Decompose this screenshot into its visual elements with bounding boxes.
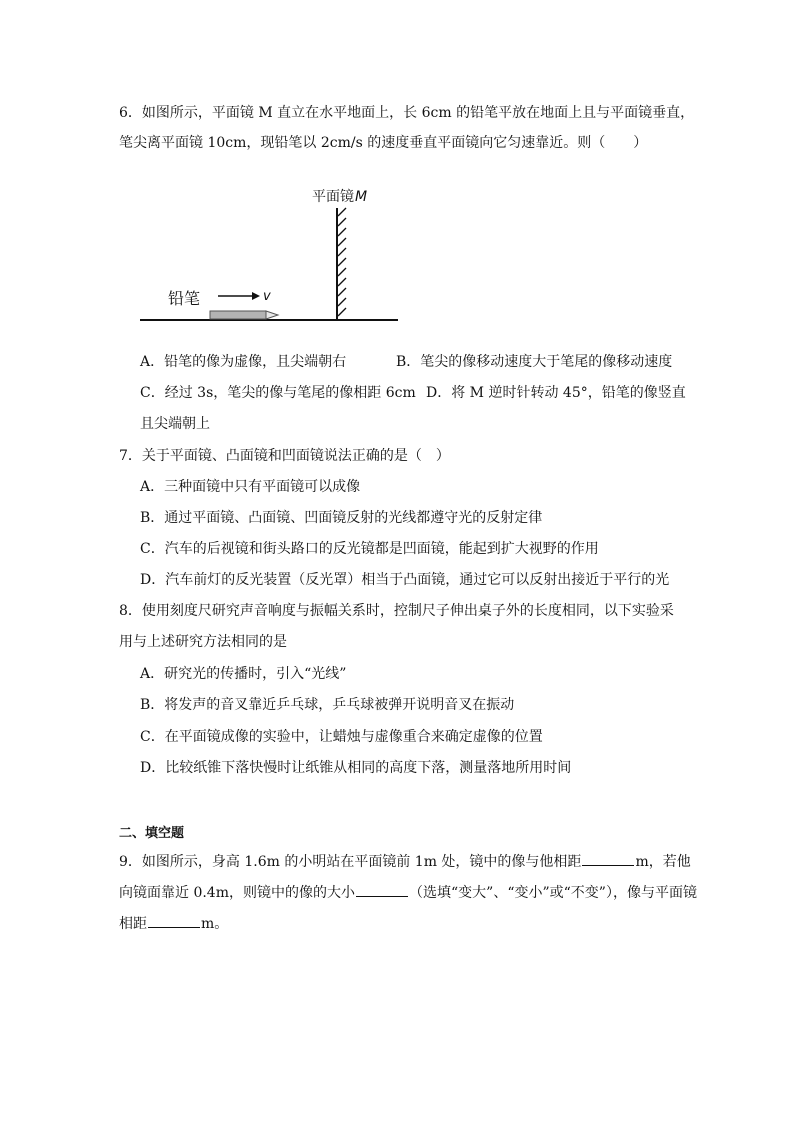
q8-option-d: D．比较纸锥下落快慢时让纸锥从相同的高度下落，测量落地所用时间 — [140, 760, 572, 776]
q8-option-c: C．在平面镜成像的实验中，让蜡烛与虚像重合来确定虚像的位置 — [140, 729, 543, 745]
q9-blank-1[interactable] — [582, 851, 634, 866]
q7-option-c: C．汽车的后视镜和街头路口的反光镜都是凹面镜，能起到扩大视野的作用 — [140, 541, 599, 557]
mirror-hatching — [338, 208, 346, 316]
q8-stem-line1: 8．使用刻度尺研究声音响度与振幅关系时，控制尺子伸出桌子外的长度相同，以下实验采 — [119, 603, 674, 619]
mirror-symbol: M — [355, 189, 368, 205]
q9-line3 — [119, 913, 228, 934]
q9-line2-text-a: 向镜面靠近 0.4m，则镜中的像的大小 — [119, 885, 355, 901]
q9-line1-text-a: 9．如图所示，身高 1.6m 的小明站在平面镜前 1m 处，镜中的像与他相距 — [119, 854, 582, 870]
q9-blank-3[interactable] — [148, 913, 200, 928]
pencil-body — [210, 311, 266, 319]
q9-line3-text-b: m。 — [201, 916, 229, 932]
q6-option-a: A．铅笔的像为虚像，且尖端朝右 — [140, 354, 347, 370]
q9-line2 — [119, 882, 697, 903]
q7-option-d: D．汽车前灯的反光装置（反光罩）相当于凸面镜，通过它可以反射出接近于平行的光 — [140, 572, 670, 588]
q7-option-b: B．通过平面镜、凸面镜、凹面镜反射的光线都遵守光的反射定律 — [140, 510, 543, 526]
q6-option-d-line1: D．将 M 逆时针转动 45°，铅笔的像竖直 — [426, 385, 686, 401]
q9-line1 — [119, 851, 691, 872]
q9-line1-text-b: m，若他 — [635, 854, 691, 870]
q9-line2-text-b: （选填“变大”、“变小”或“不变”），像与平面镜 — [409, 885, 697, 901]
velocity-symbol: v — [263, 289, 271, 304]
q7-stem: 7．关于平面镜、凸面镜和凹面镜说法正确的是（ ） — [119, 448, 450, 464]
q6-stem-line2: 笔尖离平面镜 10cm，现铅笔以 2cm/s 的速度垂直平面镜向它匀速靠近。则（ ） — [119, 135, 648, 151]
q8-option-a: A．研究光的传播时，引入“光线” — [140, 666, 347, 682]
q6-option-c: C．经过 3s，笔尖的像与笔尾的像相距 6cm — [140, 385, 416, 401]
q6-figure — [140, 180, 410, 328]
section-title: 二、填空题 — [119, 826, 185, 841]
q7-option-a: A．三种面镜中只有平面镜可以成像 — [140, 479, 361, 495]
velocity-arrowhead — [252, 292, 260, 300]
q6-option-d-line2: 且尖端朝上 — [140, 416, 210, 432]
q6-option-b: B．笔尖的像移动速度大于笔尾的像移动速度 — [396, 354, 673, 370]
pencil-tip — [266, 311, 278, 319]
mirror-label: 平面镜 — [312, 189, 354, 205]
q8-stem-line2: 用与上述研究方法相同的是 — [119, 634, 287, 650]
q9-line3-text-a: 相距 — [119, 916, 147, 932]
q6-stem-line1: 6．如图所示，平面镜 M 直立在水平地面上，长 6cm 的铅笔平放在地面上且与平面镜垂直， — [119, 105, 695, 121]
pencil-label: 铅笔 — [168, 289, 201, 308]
q8-option-b: B．将发声的音叉靠近乒乓球，乒乓球被弹开说明音叉在振动 — [140, 697, 515, 713]
q9-blank-2[interactable] — [356, 882, 408, 897]
